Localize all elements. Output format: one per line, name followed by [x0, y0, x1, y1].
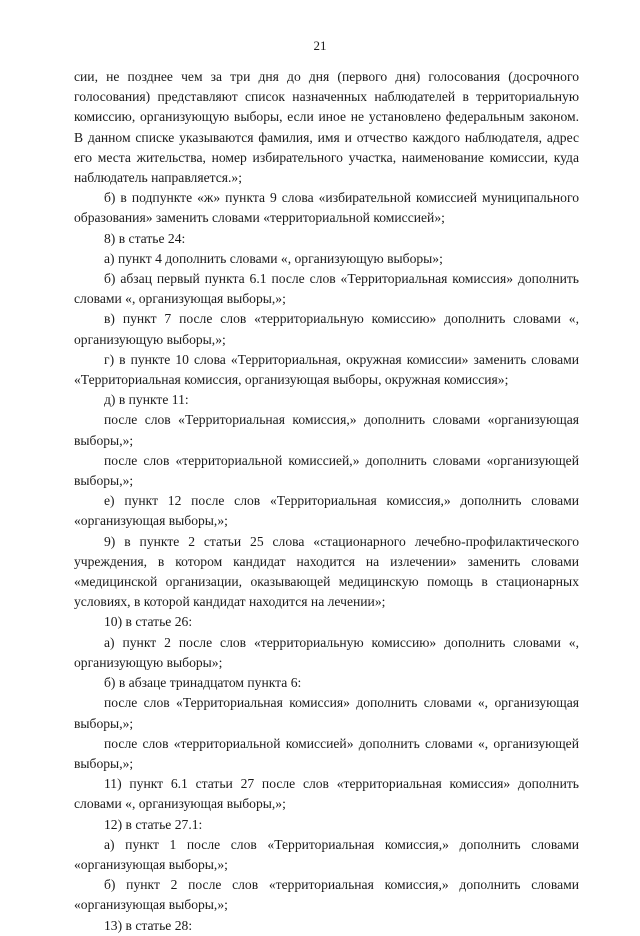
paragraph: б) в абзаце тринадцатом пункта 6: [104, 675, 302, 691]
paragraph: е) пункт 12 после слов «Территориальная комиссия,» дополнить словами «организующая выборы,»; [74, 493, 579, 529]
paragraph: после слов «Территориальная комиссия» дополнить словами «, организующая выборы,»; [74, 695, 579, 731]
paragraph: после слов «территориальной комиссией,» дополнить словами «организующей выборы,»; [74, 452, 579, 489]
paragraph: а) пункт 2 после слов «территориальную комиссию» дополнить словами «, организующую выборы»; [74, 634, 579, 670]
paragraph: 9) в пункте 2 статьи 25 слова «стационарного лечебно-профилактического учреждения, в котором кандидат находится на излечении» заменить словами «медицинской организации, оказывающей медицинскую помощь в стационарных условиях, в которой кандидат находится на лечении»; [74, 533, 579, 610]
paragraph: д) в пункте 11: [104, 392, 189, 408]
paragraph: а) пункт 4 дополнить словами «, организующую выборы»; [104, 250, 443, 266]
paragraph: 13) в статье 28: [104, 917, 193, 933]
paragraph: б) пункт 2 после слов «территориальная комиссия,» дополнить словами «организующая выборы,»; [74, 877, 579, 913]
paragraph: б) в подпункте «ж» пункта 9 слова «избирательной комиссией муниципального образования» заменить словами «территориальной комиссией»; [74, 190, 579, 226]
paragraph: после слов «Территориальная комиссия,» дополнить словами «организующая выборы,»; [74, 412, 579, 448]
paragraph: 8) в статье 24: [104, 230, 186, 246]
paragraph: 11) пункт 6.1 статьи 27 после слов «территориальная комиссия» дополнить словами «, организующая выборы,»; [74, 776, 579, 812]
paragraph: после слов «территориальной комиссией» дополнить словами «, организующей выборы,»; [74, 735, 579, 771]
paragraph: 10) в статье 26: [104, 614, 193, 630]
paragraph: в) пункт 7 после слов «территориальную комиссию» дополнить словами «, организующую выборы,»; [74, 311, 579, 347]
paragraph: 12) в статье 27.1: [104, 816, 203, 832]
page-number: 21 [313, 38, 327, 53]
paragraph: сии, не позднее чем за три дня до дня (первого дня) голосования (досрочного голосования) представляют список назначенных наблюдателей в территориальную комиссию, организующую выборы, если иное не установлено федеральным законом. В данном списке указываются фамилия, имя и отчество каждого наблюдателя, адрес его места жительства, номер избирательного участка, наименование комиссии, куда наблюдатель направляется.»; [74, 69, 579, 186]
paragraph: г) в пункте 10 слова «Территориальная, окружная комиссии» заменить словами «Территориальная комиссия, организующая выборы, окружная комиссия»; [74, 351, 579, 388]
document-body [74, 67, 579, 936]
paragraph: б) абзац первый пункта 6.1 после слов «Территориальная комиссия» дополнить словами «, организующая выборы,»; [74, 271, 579, 307]
paragraph: а) пункт 1 после слов «Территориальная комиссия,» дополнить словами «организующая выборы,»; [74, 836, 579, 872]
